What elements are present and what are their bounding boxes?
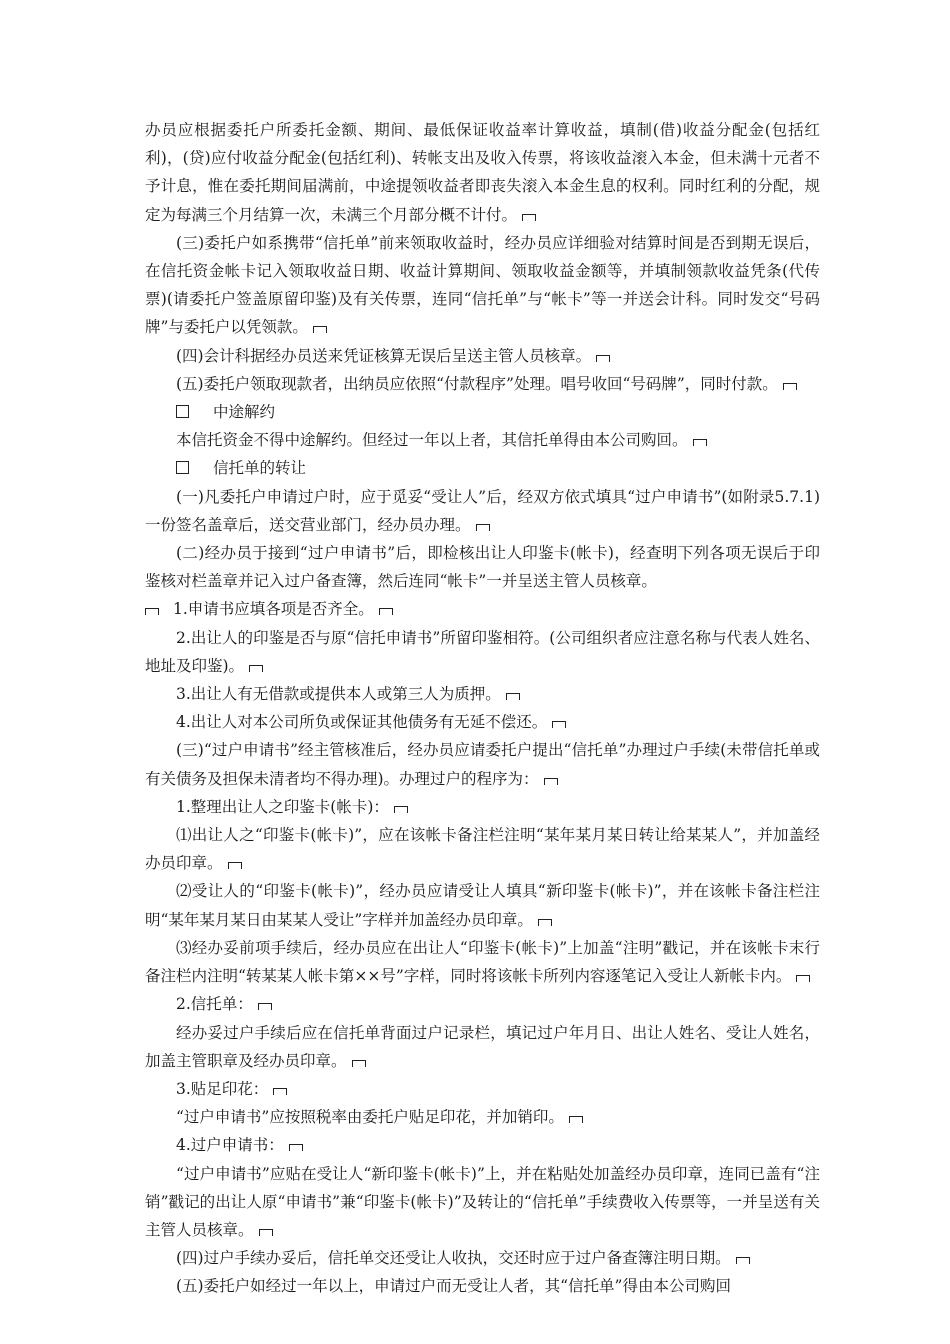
paragraph-end-mark-icon [736,1257,750,1264]
paragraph [145,877,820,933]
paragraph-end-mark-icon [379,608,393,615]
paragraph-text: 3.贴足印花： [176,1079,269,1098]
paragraph-text: 办员应根据委托户所委托金额、期间、最低保证收益率计算收益，填制(借)收益分配金(包括红利)，(贷)应付收益分配金(包括红利)、转帐支出及收入传票，将该收益滚入本金，但未满十元者不予计息，惟在委托期间届满前，中途提领收益者即丧失滚入本金生息的权利。同时红利的分配，规定为每满三个月结算一次，未满三个月部分概不计付。 [145,121,820,224]
paragraph-end-mark-icon [544,778,558,785]
paragraph [145,116,820,229]
paragraph [145,821,820,877]
paragraph [145,680,820,708]
paragraph-text: “过户申请书”应按照税率由委托户贴足印花，并加销印。 [176,1108,564,1127]
document-body [145,116,820,1301]
paragraph [145,793,820,821]
paragraph-text: ⑶经办妥前项手续后，经办员应在出让人“印鉴卡(帐卡)”上加盖“注明”戳记，并在该帐卡末行备注栏内注明“转某某人帐卡第××号”字样，同时将该帐卡所列内容逐笔记入受让人新帐卡内。 [145,938,820,986]
paragraph-end-mark-icon [258,1003,272,1010]
paragraph-text: 4.出让人对本公司所负或保证其他债务有无延不偿还。 [176,713,548,732]
paragraph-end-mark-icon [249,665,263,672]
paragraph-text: (五)委托户如经过一年以上，申请过户而无受让人者，其“信托单”得由本公司购回 [176,1277,731,1296]
paragraph-text: (三)“过户申请书”经主管核准后，经办员应请委托户提出“信托单”办理过户手续(未带信托单或有关债务及担保未清者均不得办理)。办理过户的程序为： [145,741,820,788]
paragraph [145,483,820,539]
paragraph-text: “过户申请书”应贴在受让人“新印鉴卡(帐卡)”上，并在粘贴处加盖经办员印章，连同已盖有“注销”戳记的出让人原“申请书”兼“印鉴卡(帐卡)”及转让的“信托单”手续费收入传票等，一并呈送有关主管人员核章。 [145,1164,820,1239]
paragraph [145,595,820,623]
paragraph-text: (一)凡委托户申请过户时，应于觅妥“受让人”后，经双方依式填具“过户申请书”(如附录5.7.1)一份签名盖章后，送交营业部门，经办员办理。 [145,487,820,534]
paragraph [145,229,820,342]
paragraph-end-mark-icon [313,326,327,333]
paragraph [145,1244,820,1272]
paragraph-text: (五)委托户领取现款者，出纳员应依照“付款程序”处理。唱号收回“号码牌”，同时付款。 [176,374,778,393]
section-heading-text: 中途解约 [213,403,276,422]
paragraph-end-mark-icon [289,1144,303,1151]
section-heading [145,454,820,482]
section-heading [145,398,820,426]
paragraph [145,342,820,370]
paragraph-text: (二)经办员于接到“过户申请书”后，即检核出让人印鉴卡(帐卡)，经查明下列各项无误后于印鉴核对栏盖章并记入过户备查簿，然后连同“帐卡”一并呈送主管人员核章。 [145,544,820,591]
paragraph-end-mark-icon [596,355,610,362]
paragraph-end-mark-icon [538,919,552,926]
paragraph-text: ⑴出让人之“印鉴卡(帐卡)”，应在该帐卡备注栏注明“某年某月某日转让给某某人”，并加盖经办员印章。 [145,826,820,873]
paragraph-text: 1.整理出让人之印鉴卡(帐卡)： [176,797,389,816]
paragraph-text: ⑵受让人的“印鉴卡(帐卡)”，经办员应请受让人填具“新印鉴卡(帐卡)”，并在该帐卡备注栏注明“某年某月某日由某某人受让”字样并加盖经办员印章。 [145,882,820,929]
paragraph-end-mark-icon [145,608,159,615]
paragraph-end-mark-icon [228,862,242,869]
paragraph-end-mark-icon [352,1060,366,1067]
paragraph-end-mark-icon [522,214,536,221]
paragraph [145,539,820,595]
paragraph [145,708,820,736]
paragraph-end-mark-icon [506,693,520,700]
paragraph-end-mark-icon [783,383,797,390]
checkbox-square-icon [176,461,189,474]
paragraph [145,1075,820,1103]
paragraph-text: 4.过户申请书： [176,1136,284,1155]
paragraph [145,1160,820,1245]
paragraph-text: 1.申请书应填各项是否齐全。 [173,600,374,619]
paragraph-end-mark-icon [273,1088,287,1095]
paragraph-end-mark-icon [394,806,408,813]
paragraph-text: 本信托资金不得中途解约。但经过一年以上者，其信托单得由本公司购回。 [176,431,688,450]
section-heading-text: 信托单的转让 [213,459,307,478]
paragraph-text: (三)委托户如系携带“信托单”前来领取收益时，经办员应详细验对结算时间是否到期无误后，在信托资金帐卡记入领取收益日期、收益计算期间、领取收益金额等，并填制领款收益凭条(代传票)(请委托户签盖原留印鉴)及有关传票，连同“信托单”与“帐卡”等一并送会计科。同时发交“号码牌”与委托户以凭领款。 [145,233,820,337]
paragraph [145,426,820,454]
paragraph-end-mark-icon [693,439,707,446]
paragraph [145,1131,820,1159]
paragraph-end-mark-icon [796,975,810,982]
paragraph [145,990,820,1018]
paragraph [145,370,820,398]
paragraph [145,1019,820,1075]
paragraph-text: 3.出让人有无借款或提供本人或第三人为质押。 [176,685,501,704]
paragraph-text: (四)会计科据经办员送来凭证核算无误后呈送主管人员核章。 [176,346,592,365]
paragraph [145,1272,820,1300]
paragraph-text: 经办妥过户手续后应在信托单背面过户记录栏，填记过户年月日、出让人姓名、受让人姓名，加盖主管职章及经办员印章。 [145,1023,820,1070]
paragraph [145,1103,820,1131]
paragraph-end-mark-icon [569,1116,583,1123]
paragraph-end-mark-icon [476,524,490,531]
checkbox-square-icon [176,405,189,418]
paragraph-end-mark-icon [259,1229,273,1236]
paragraph [145,624,820,680]
paragraph-text: 2.出让人的印鉴是否与原“信托申请书”所留印鉴相符。(公司组织者应注意名称与代表人姓名、地址及印鉴)。 [145,628,820,675]
paragraph [145,736,820,792]
paragraph-text: (四)过户手续办妥后，信托单交还受让人收执，交还时应于过户备查簿注明日期。 [176,1249,731,1268]
paragraph [145,934,820,990]
paragraph-text: 2.信托单： [176,995,253,1014]
paragraph-end-mark-icon [552,721,566,728]
